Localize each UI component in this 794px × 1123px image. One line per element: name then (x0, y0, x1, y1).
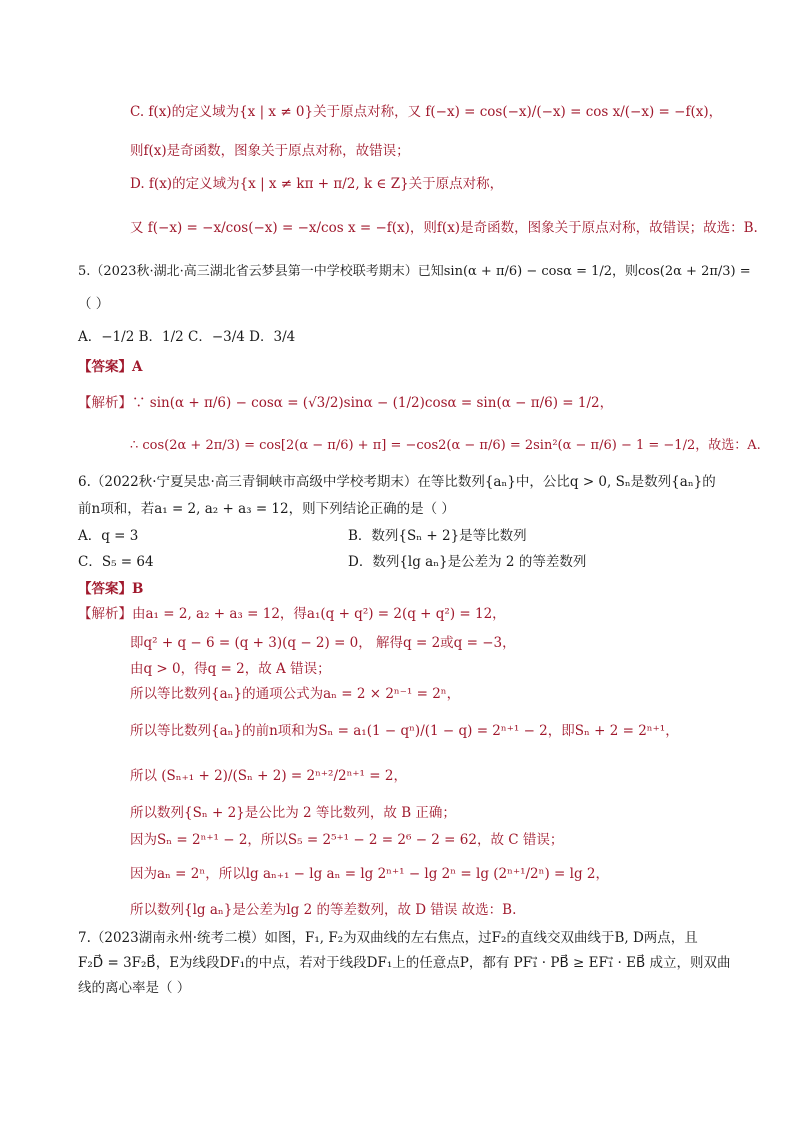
question-5-solution-1: 【解析】∵ sin(α + π/6) − cosα = (√3/2)sinα − (1/2)cosα = sin(α − π/6) = 1/2， (78, 395, 614, 411)
question-6-solution-5: 所以等比数列{aₙ}的前n项和为Sₙ = a₁(1 − qⁿ)/(1 − q) = 2ⁿ⁺¹ − 2，即Sₙ + 2 = 2ⁿ⁺¹， (130, 723, 679, 739)
line-d-conclusion: 又 f(−x) = −x/cos(−x) = −x/cos x = −f(x)，则f(x)是奇函数，图象关于原点对称，故错误；故选：B. (130, 220, 758, 236)
question-6-solution-6: 所以 (Sₙ₊₁ + 2)/(Sₙ + 2) = 2ⁿ⁺²/2ⁿ⁺¹ = 2， (130, 768, 407, 784)
question-6-option-a: A．q = 3 (78, 528, 139, 544)
question-6-answer: 【答案】B (78, 581, 144, 597)
question-6-stem-1: 6.（2022秋·宁夏吴忠·高三青铜峡市高级中学校考期末）在等比数列{aₙ}中，公比q > 0, Sₙ是数列{aₙ}的 (78, 474, 716, 490)
question-7-stem-1: 7.（2023湖南永州·统考二模）如图，F₁, F₂为双曲线的左右焦点，过F₂的直线交双曲线于B, D两点，且 (78, 930, 698, 946)
question-6-solution-8: 因为Sₙ = 2ⁿ⁺¹ − 2，所以S₅ = 2⁵⁺¹ − 2 = 2⁶ − 2 = 62，故 C 错误； (130, 832, 564, 848)
question-6-solution-1: 【解析】由a₁ = 2, a₂ + a₃ = 12，得a₁(q + q²) = 2(q + q²) = 12， (78, 606, 506, 622)
question-7-stem-2: F₂D⃗ = 3F₂B⃗，E为线段DF₁的中点，若对于线段DF₁上的任意点P，都有 PF₁⃗ · PB⃗ ≥ EF₁⃗ · EB⃗ 成立，则双曲 (78, 955, 731, 971)
question-7-stem-3: 线的离心率是（ ） (78, 980, 191, 996)
question-5-options: A．−1/2 B．1/2 C．−3/4 D．3/4 (78, 329, 296, 345)
question-5-answer: 【答案】A (78, 359, 143, 375)
question-6-solution-4: 所以等比数列{aₙ}的通项公式为aₙ = 2 × 2ⁿ⁻¹ = 2ⁿ， (130, 686, 461, 702)
question-5-solution-2: ∴ cos(2α + 2π/3) = cos[2(α − π/6) + π] = −cos2(α − π/6) = 2sin²(α − π/6) − 1 = −1/2，故选：A. (130, 438, 761, 453)
question-5-paren: （ ） (78, 296, 110, 312)
question-6-option-d: D．数列{lg aₙ}是公差为 2 的等差数列 (348, 554, 587, 570)
question-6-stem-2: 前n项和，若a₁ = 2, a₂ + a₃ = 12，则下列结论正确的是（ ） (78, 501, 455, 517)
question-6-solution-3: 由q > 0，得q = 2，故 A 错误； (130, 661, 331, 677)
question-5-stem: 5.（2023秋·湖北·高三湖北省云梦县第一中学校联考期末）已知sin(α + π/6) − cosα = 1/2，则cos(2α + 2π/3) = (78, 264, 751, 279)
line-d-option-analysis: D. f(x)的定义域为{x | x ≠ kπ + π/2, k ∈ Z}关于原点对称， (130, 176, 504, 192)
question-6-solution-9: 因为aₙ = 2ⁿ，所以lg aₙ₊₁ − lg aₙ = lg 2ⁿ⁺¹ − lg 2ⁿ = lg (2ⁿ⁺¹/2ⁿ) = lg 2， (130, 866, 609, 882)
question-6-option-b: B．数列{Sₙ + 2}是等比数列 (348, 528, 527, 544)
line-c-conclusion: 则f(x)是奇函数，图象关于原点对称，故错误； (130, 143, 410, 159)
question-6-solution-7: 所以数列{Sₙ + 2}是公比为 2 等比数列，故 B 正确； (130, 805, 456, 821)
question-6-solution-2: 即q² + q − 6 = (q + 3)(q − 2) = 0， 解得q = 2或q = −3， (130, 635, 516, 651)
question-6-solution-10: 所以数列{lg aₙ}是公差为lg 2 的等差数列，故 D 错误 故选：B. (130, 902, 517, 918)
question-6-option-c: C．S₅ = 64 (78, 554, 154, 570)
line-c-option-analysis: C. f(x)的定义域为{x | x ≠ 0}关于原点对称，又 f(−x) = cos(−x)/(−x) = cos x/(−x) = −f(x)， (130, 104, 723, 120)
